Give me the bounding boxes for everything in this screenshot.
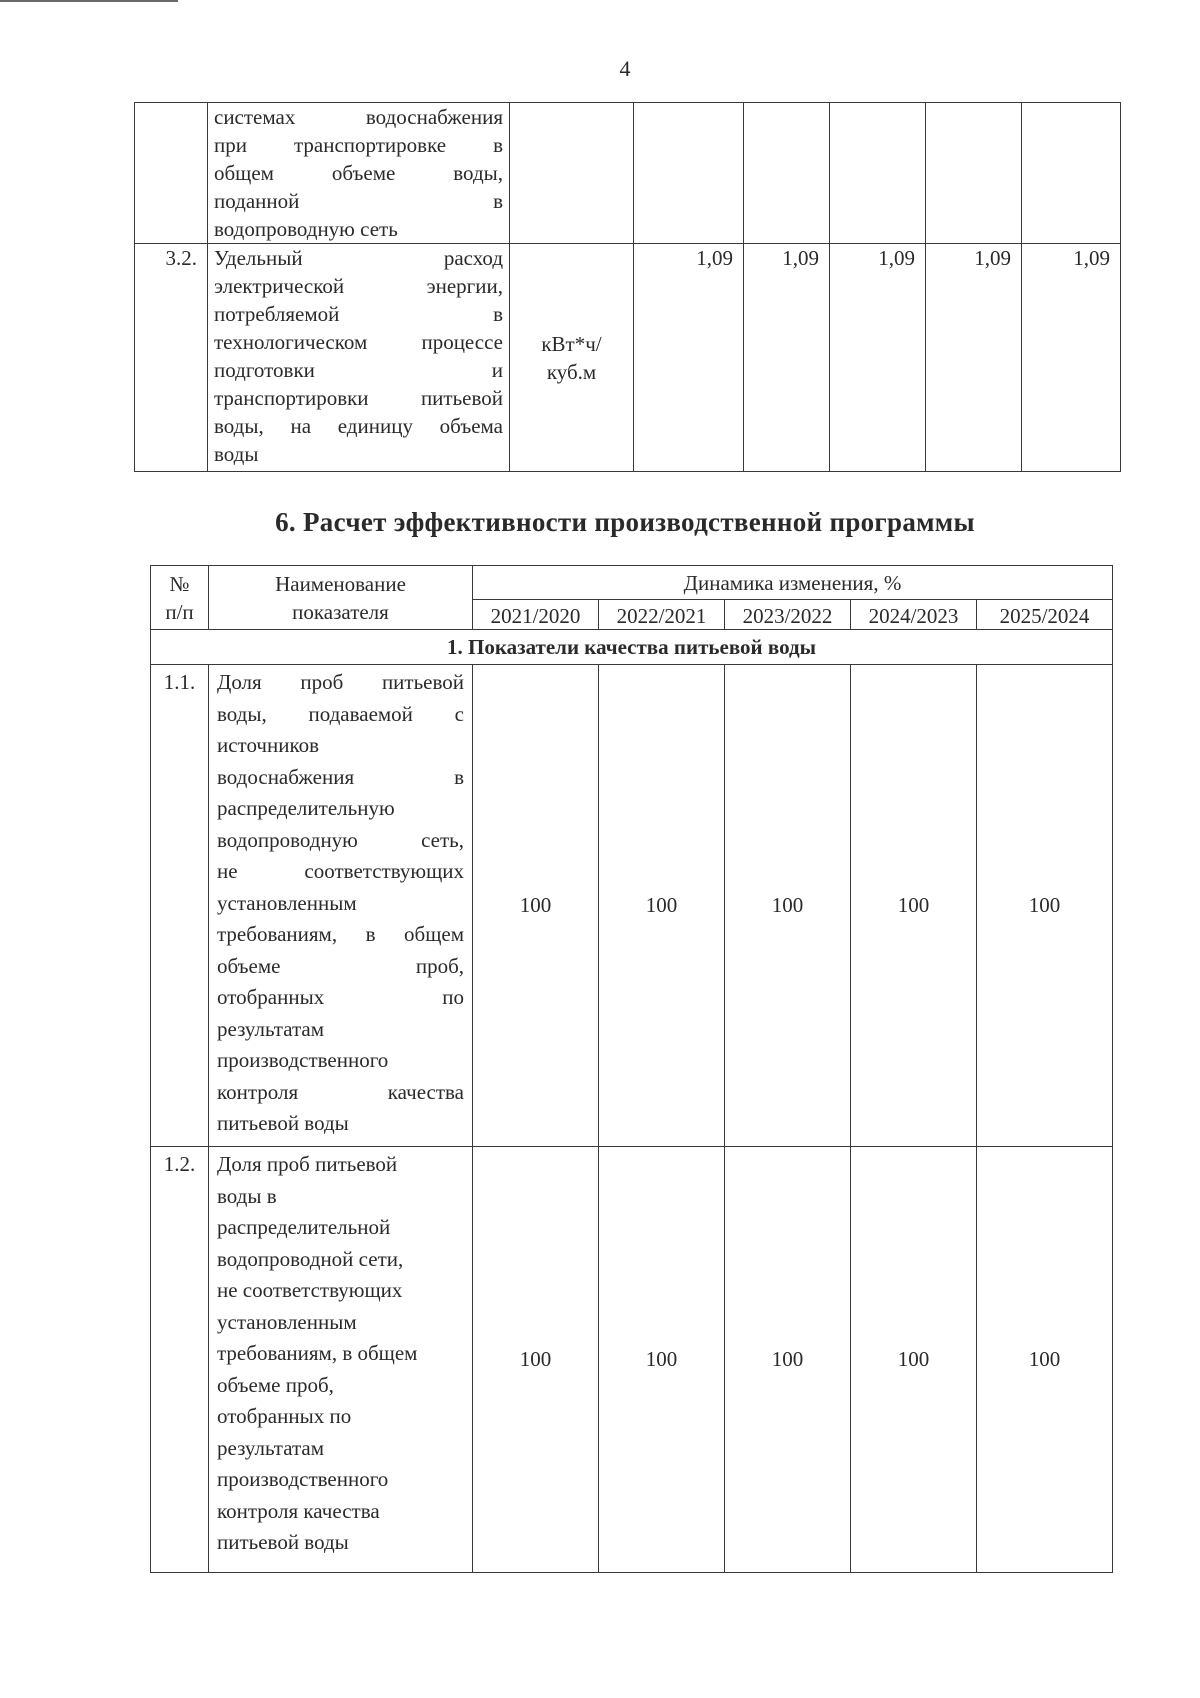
indicator-name-cell: Доля проб питьевой воды, подаваемой с источников водоснабжения в распределительную водопроводную сеть, не соответствующих установленным требованиям, в общем объеме проб, отобранных по результатам производственного контроля качества питьевой воды [209, 665, 473, 1147]
unit-cell [510, 103, 634, 244]
row-number-cell [135, 103, 208, 244]
value-cell: 1,09 [634, 244, 744, 472]
indicator-name-cell: Удельный расход электрической энергии, потребляемой в технологическом процессе подготовки и транспортировки питьевой воды, на единицу объема воды [208, 244, 510, 472]
value-cell: 100 [599, 1147, 725, 1573]
value-cell: 100 [473, 1147, 599, 1573]
value-cell: 100 [725, 665, 851, 1147]
value-cell [926, 103, 1022, 244]
page-number: 4 [619, 56, 631, 81]
value-cell [1022, 103, 1121, 244]
value-cell: 100 [851, 1147, 977, 1573]
year-header: 2025/2024 [977, 600, 1113, 630]
value-cell: 100 [851, 665, 977, 1147]
section-title: 6. Расчет эффективности производственной программы [275, 507, 975, 537]
indicator-name-cell: Доля проб питьевой воды в распределительной водопроводной сети, не соответствующих установленным требованиям, в общем объеме проб, отобранных по результатам производственного контроля качества питьевой воды [209, 1147, 473, 1573]
year-header: 2021/2020 [473, 600, 599, 630]
indicators-table-continuation [134, 102, 1121, 472]
header-row [151, 566, 1113, 600]
dynamics-header: Динамика изменения, % [473, 566, 1113, 600]
name-header: Наименование показателя [209, 566, 473, 630]
row-number-cell: 1.1. [151, 665, 209, 1147]
table-row [135, 103, 1121, 244]
indicator-name-cell: системах водоснабжения при транспортировке в общем объеме воды, поданной в водопроводную сеть [208, 103, 510, 244]
value-cell: 100 [599, 665, 725, 1147]
table-row [135, 244, 1121, 472]
year-header: 2022/2021 [599, 600, 725, 630]
row-number-cell: 1.2. [151, 1147, 209, 1573]
value-cell: 100 [977, 665, 1113, 1147]
year-header: 2024/2023 [851, 600, 977, 630]
unit-cell: кВт*ч/ куб.м [510, 244, 634, 472]
value-cell: 1,09 [830, 244, 926, 472]
value-cell: 1,09 [1022, 244, 1121, 472]
value-cell: 100 [977, 1147, 1113, 1573]
scan-edge-mark [0, 0, 178, 2]
group-title: 1. Показатели качества питьевой воды [151, 630, 1113, 665]
year-header: 2023/2022 [725, 600, 851, 630]
group-row [151, 630, 1113, 665]
value-cell: 100 [725, 1147, 851, 1573]
value-cell: 1,09 [744, 244, 830, 472]
num-header: № п/п [151, 566, 209, 630]
table-row [151, 665, 1113, 1147]
value-cell [634, 103, 744, 244]
value-cell [744, 103, 830, 244]
value-cell: 100 [473, 665, 599, 1147]
table-row [151, 1147, 1113, 1573]
value-cell: 1,09 [926, 244, 1022, 472]
efficiency-table [150, 565, 1113, 1573]
value-cell [830, 103, 926, 244]
row-number-cell: 3.2. [135, 244, 208, 472]
